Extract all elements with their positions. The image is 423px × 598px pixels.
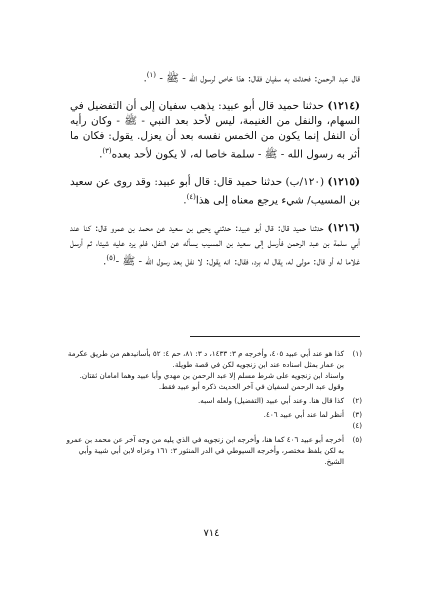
footnote-separator (190, 336, 360, 337)
footnote-text (62, 348, 344, 392)
paragraph-text: حدثنا حميد قال: قال أبو عبيد: حدثني يحيى بن سعيد عن محمد بن عمرو قال: كنا عند أبي سلمة بن عبد الرحمن فأرسل إلى سعيد بن المسيب يسأله عن النفل، فلم يرد عليه شيئا، ثم أرسل غلاما له أو قال: مولى له، يقال له برد، فقال: انه يقول: لا نفل بعد رسول الله - ﷺ - (70, 221, 360, 268)
hadith-number: (١٢١٥) (327, 176, 361, 189)
main-text (70, 68, 360, 282)
paragraph-text: حدثنا حميد قال أبو عبيد: يذهب سفيان إلى أن التفضيل في السهام، والنفل من الغنيمة، ليس لأحد بعد النبي - ﷺ - وكان رأيه أن النفل إنما يكون من الخمس نفسه بعد أن يعزل. يقول: فكان ما أثر به رسول الله - ﷺ - سلمة خاصا له، لا يكون لأحد بعده (70, 99, 360, 161)
footnote-line: كذا هو عند أبي عبيد ٤٠٥، وأخرجه م ٣: ١٤٣٣، د ٣: ٨١، حم ٤: ٥٢ بأسانيدهم من طريق عكرمة بن عمار بمثل اسناده عند ابن زنجويه لكن في قصة طويلة. (67, 349, 344, 369)
folio-marker: (١٢٠/ب) (285, 176, 325, 189)
footnote-ref: (١) (146, 71, 157, 79)
hadith-number: (١٢١٦) (327, 221, 360, 234)
footnote-line: واسناد ابن زنجويه على شرط مسلم إلا عبد الرحمن بن مهدي وأبا عبيد وهما امامان ثقتان. (79, 371, 344, 380)
footnotes (62, 348, 362, 470)
dot: . (143, 72, 147, 85)
footnote-ref: (٣) (102, 147, 112, 156)
footnote-number: (١) (352, 349, 362, 358)
paragraph-1216 (70, 221, 360, 270)
paragraph-text: قال عبد الرحمن: فحدثت به سفيان فقال: هذا خاص لرسول الله - ﷺ - (159, 72, 360, 85)
footnote-number: (٣)(٤) (352, 410, 362, 430)
dot: . (103, 255, 107, 268)
footnote-line: كذا قال هنا. وعند أبي عبيد (التفضيل) ولعله اسبه. (198, 396, 344, 405)
footnote (62, 395, 362, 406)
footnote-ref: (٥) (106, 254, 116, 263)
footnote (62, 409, 362, 431)
paragraph-intro (70, 68, 360, 87)
hadith-number: (١٢١٤) (327, 99, 360, 112)
footnote-line: وقول عبد الرحمن لسفيان في آخر الحديث ذكره أبو عبيد فقط. (158, 382, 344, 391)
footnote-line: أخرجه أبو عبيد ٤٠٦ كما هنا، وأخرجه ابن زنجويه في الذي يليه من وجه آخر عن محمد بن عمرو به لكن بلفظ مختصر، وأخرجه السيوطي في الدر المنثور ٣: ١٦١ وعزاه لابن أبي شيبة وأبي الشيخ. (66, 435, 344, 466)
paragraph-1214 (70, 99, 360, 163)
dot: . (99, 148, 103, 161)
footnote-text (62, 409, 344, 431)
footnote-line: أنظر لما عند أبي عبيد ٤٠٦. (263, 410, 344, 419)
footnote-number: (٥) (352, 435, 362, 444)
paragraph-text: حدثنا حميد قال: قال أبو عبيد: وقد روى عن سعيد بن المسيب/ شيء يرجع معناه إلى هذا (70, 176, 360, 207)
paragraph-1215 (70, 175, 360, 209)
page-number: ٧١٤ (203, 528, 220, 539)
footnote-text (62, 434, 344, 467)
footnote (62, 348, 362, 392)
dot: . (183, 194, 187, 207)
footnote-number: (٢) (352, 396, 362, 405)
footnote-ref: (٤) (186, 193, 196, 202)
footnote-text (62, 395, 344, 406)
footnote (62, 434, 362, 467)
